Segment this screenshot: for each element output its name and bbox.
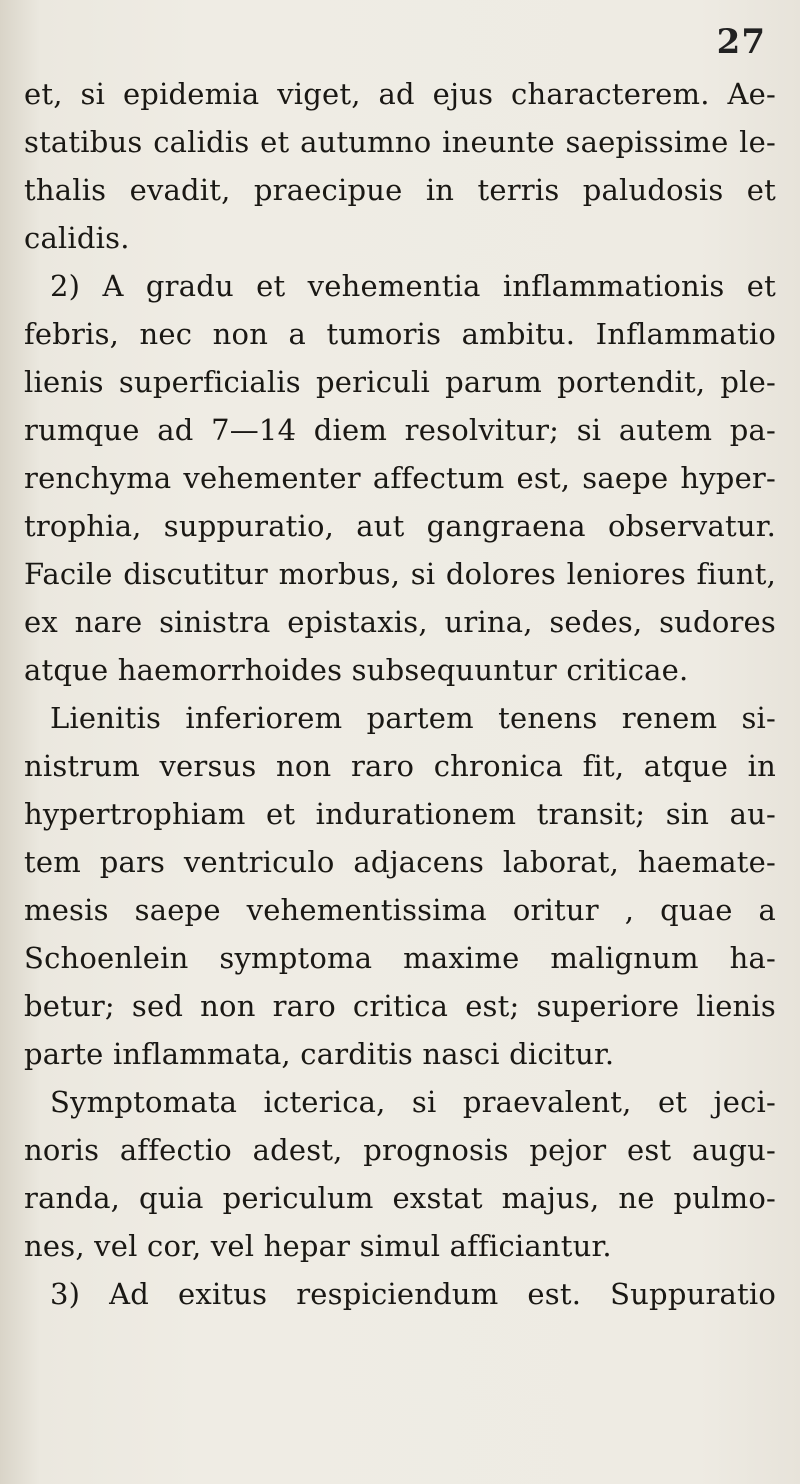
- text-line: statibus calidis et autumno ineunte saepissime le-: [24, 125, 776, 159]
- paragraph-start-line: 2) A gradu et vehementia inflammationis et: [50, 269, 776, 303]
- text-line: lienis superficialis periculi parum portendit, ple-: [24, 365, 776, 399]
- text-line: renchyma vehementer affectum est, saepe hyper-: [24, 461, 776, 495]
- text-line: rumque ad 7—14 diem resolvitur; si autem pa-: [24, 413, 776, 447]
- text-line: calidis.: [24, 221, 130, 255]
- paragraph-start-line: 3) Ad exitus respiciendum est. Suppuratio: [50, 1277, 776, 1311]
- page-number: 27: [716, 22, 766, 62]
- text-line: et, si epidemia viget, ad ejus characterem. Ae-: [24, 77, 776, 111]
- text-line: Facile discutitur morbus, si dolores leniores fiunt,: [24, 557, 776, 591]
- text-line: thalis evadit, praecipue in terris paludosis et: [24, 173, 776, 207]
- text-line: febris, nec non a tumoris ambitu. Inflammatio: [24, 317, 776, 351]
- paragraph-start-line: Symptomata icterica, si praevalent, et jeci-: [50, 1085, 776, 1119]
- body-text: [24, 70, 776, 1318]
- text-line: nes, vel cor, vel hepar simul afficiantur.: [24, 1229, 612, 1263]
- text-line: nistrum versus non raro chronica fit, atque in: [24, 749, 776, 783]
- text-line: mesis saepe vehementissima oritur , quae a: [24, 893, 776, 927]
- text-line: parte inflammata, carditis nasci dicitur.: [24, 1037, 615, 1071]
- text-line: randa, quia periculum exstat majus, ne pulmo-: [24, 1181, 776, 1215]
- text-line: hypertrophiam et indurationem transit; sin au-: [24, 797, 776, 831]
- text-line: ex nare sinistra epistaxis, urina, sedes, sudores: [24, 605, 776, 639]
- text-line: trophia, suppuratio, aut gangraena observatur.: [24, 509, 776, 543]
- text-line: tem pars ventriculo adjacens laborat, haemate-: [24, 845, 776, 879]
- text-line: noris affectio adest, prognosis pejor est augu-: [24, 1133, 776, 1167]
- text-line: betur; sed non raro critica est; superiore lienis: [24, 989, 776, 1023]
- text-line: Schoenlein symptoma maxime malignum ha-: [24, 941, 776, 975]
- text-line: atque haemorrhoides subsequuntur criticae.: [24, 653, 689, 687]
- paragraph-start-line: Lienitis inferiorem partem tenens renem si-: [50, 701, 776, 735]
